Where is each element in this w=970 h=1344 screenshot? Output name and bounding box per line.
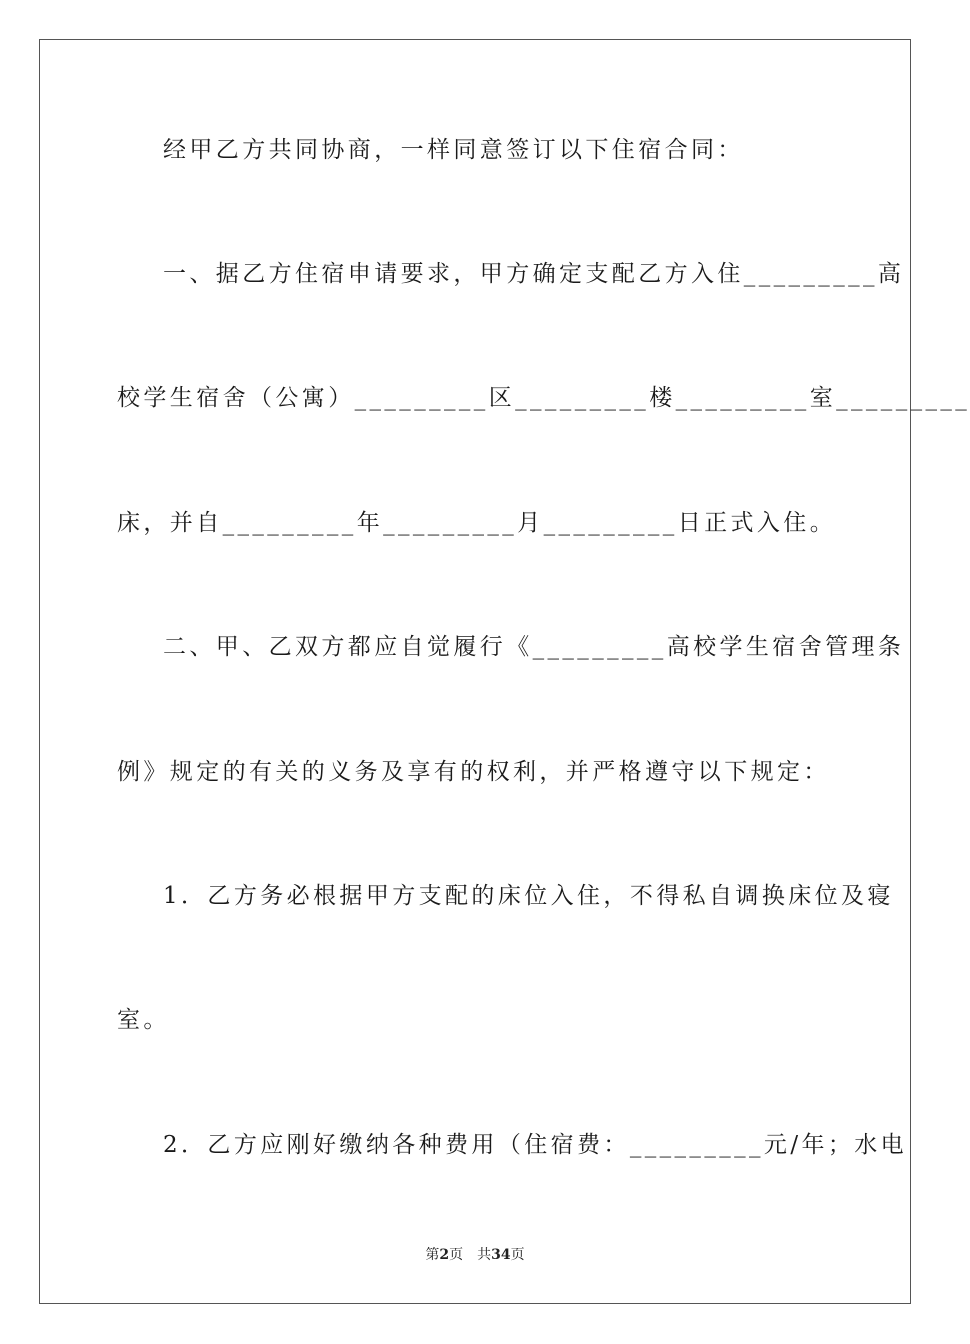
total-pages: 34 bbox=[491, 1247, 511, 1263]
paragraph-line-3: 校学生宿舍（公寓）_________区_________楼_________室_________ bbox=[117, 385, 970, 411]
page-label-prefix: 第 bbox=[425, 1247, 440, 1263]
page-footer bbox=[0, 1246, 950, 1264]
paragraph-line-8: 室。 bbox=[117, 1007, 170, 1033]
paragraph-line-5: 二、甲、乙双方都应自觉履行《_________高校学生宿舍管理条 bbox=[163, 634, 905, 660]
page-number: 2 bbox=[439, 1247, 450, 1263]
paragraph-line-1: 经甲乙方共同协商，一样同意签订以下住宿合同： bbox=[163, 137, 744, 163]
total-label-suffix: 页 bbox=[510, 1247, 525, 1263]
page-label-suffix: 页 bbox=[449, 1247, 464, 1263]
page-border bbox=[39, 39, 970, 1304]
paragraph-line-9: 2．乙方应刚好缴纳各种费用（住宿费：_________元/年；水电 bbox=[163, 1132, 908, 1158]
total-label-prefix: 共 bbox=[477, 1247, 492, 1263]
paragraph-line-7: 1．乙方务必根据甲方支配的床位入住，不得私自调换床位及寝 bbox=[163, 883, 894, 909]
paragraph-line-6: 例》规定的有关的义务及享有的权利，并严格遵守以下规定： bbox=[117, 759, 830, 785]
paragraph-line-2: 一、据乙方住宿申请要求，甲方确定支配乙方入住_________高 bbox=[163, 261, 905, 287]
paragraph-line-4: 床，并自_________年_________月_________日正式入住。 bbox=[117, 510, 837, 536]
